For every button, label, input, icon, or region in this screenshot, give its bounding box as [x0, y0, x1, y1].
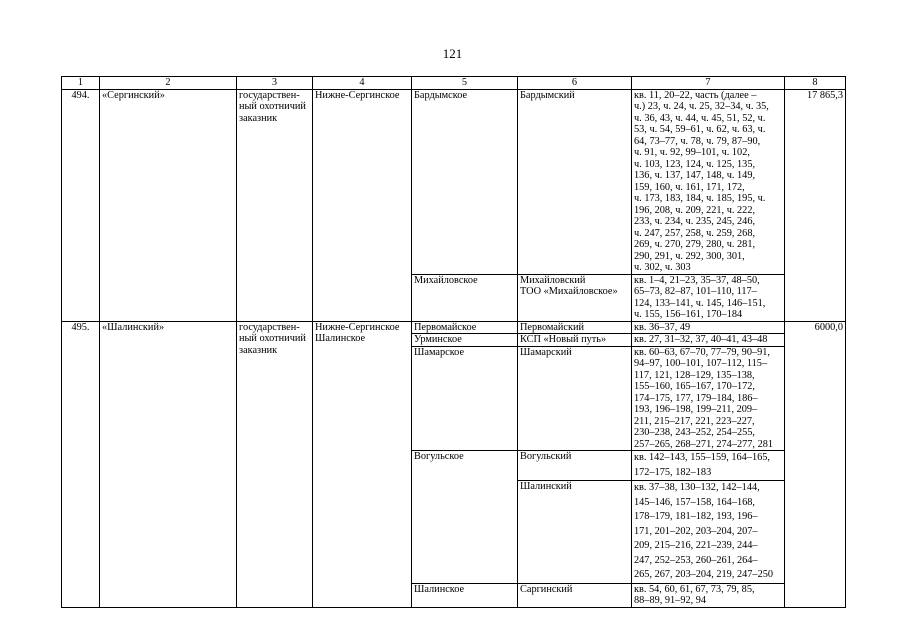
quarters-list: кв. 36–37, 49 [632, 321, 785, 334]
quarters-list: кв. 37–38, 130–132, 142–144, 145–146, 157–158, 164–168, 178–179, 181–182, 193, 196– 171, 201–202, 203–204, 207– 209, 215–216, 221–239, 244– 247, 252–253, 260–261, 264– 265, 267, 203–204, 219, 247–250 [632, 481, 785, 584]
reserve-type: государствен- ный охотничий заказник [237, 321, 313, 607]
forestry-name: Урминское [412, 334, 518, 347]
reserve-type: государствен- ный охотничий заказник [237, 89, 313, 321]
subforestry-name: Саргинский [518, 583, 632, 607]
column-number: 6 [518, 77, 632, 90]
reserve-area: 17 865,3 [785, 89, 846, 321]
district-name: Нижне-Сергинское [313, 89, 412, 321]
reserve-name: «Шалинский» [100, 321, 237, 607]
subforestry-name: Михайловский ТОО «Михайловское» [518, 274, 632, 321]
quarters-list: кв. 11, 20–22, часть (далее – ч.) 23, ч. 24, ч. 25, 32–34, ч. 35, ч. 36, 43, ч. 44, ч. 45, 51, 52, ч. 53, ч. 54, 59–61, ч. 62, ч. 63, ч. 64, 73–77, ч. 78, ч. 79, 87–90, ч. 91, ч. 92, 99–101, ч. 102, ч. 103, 123, 124, ч. 125, 135, 136, ч. 137, 147, 148, ч. 149, 159, 160, ч. 161, 171, 172, ч. 173, 183, 184, ч. 185, 195, ч. 196, 208, ч. 209, 221, ч. 222, 233, ч. 234, ч. 235, 245, 246, ч. 247, 257, 258, ч. 259, 268, 269, ч. 270, 279, 280, ч. 281, 290, 291, ч. 292, 300, 301, ч. 302, ч. 303 [632, 89, 785, 274]
column-number: 8 [785, 77, 846, 90]
subforestry-name: Вогульский [518, 451, 632, 481]
hunting-reserves-table [61, 76, 846, 608]
forestry-name: Шалинское [412, 583, 518, 607]
subforestry-name: Шамарский [518, 346, 632, 451]
forestry-name: Первомайское [412, 321, 518, 334]
column-number: 1 [62, 77, 100, 90]
subforestry-name: Бардымский [518, 89, 632, 274]
forestry-name: Бардымское [412, 89, 518, 274]
subforestry-name: Первомайский [518, 321, 632, 334]
page-number: 121 [442, 46, 463, 61]
forestry-name: Шамарское [412, 346, 518, 451]
quarters-list: кв. 27, 31–32, 37, 40–41, 43–48 [632, 334, 785, 347]
reserve-area: 6000,0 [785, 321, 846, 607]
column-number: 4 [313, 77, 412, 90]
quarters-list: кв. 60–63, 67–70, 77–79, 90–91, 94–97, 100–101, 107–112, 115– 117, 121, 128–129, 135–138, 155–160, 165–167, 170–172, 174–175, 177, 179–184, 186– 193, 196–198, 199–211, 209– 211, 215–217, 221, 223–227, 230–238, 243–252, 254–255, 257–265, 268–271, 274–277, 281 [632, 346, 785, 451]
forestry-name: Вогульское [412, 451, 518, 584]
column-number-row [62, 77, 846, 90]
district-name: Нижне-Сергинское Шалинское [313, 321, 412, 607]
column-number: 3 [237, 77, 313, 90]
quarters-list: кв. 1–4, 21–23, 35–37, 48–50, 65–73, 82–87, 101–110, 117– 124, 133–141, ч. 145, 146–151, ч. 155, 156–161, 170–184 [632, 274, 785, 321]
table-row [62, 321, 846, 334]
subforestry-name: КСП «Новый путь» [518, 334, 632, 347]
reserve-name: «Сергинский» [100, 89, 237, 321]
column-number: 7 [632, 77, 785, 90]
entry-number: 495. [62, 321, 100, 607]
quarters-list: кв. 54, 60, 61, 67, 73, 79, 85, 88–89, 91–92, 94 [632, 583, 785, 607]
subforestry-name: Шалинский [518, 481, 632, 584]
column-number: 5 [412, 77, 518, 90]
quarters-list: кв. 142–143, 155–159, 164–165, 172–175, 182–183 [632, 451, 785, 481]
forestry-name: Михайловское [412, 274, 518, 321]
table-row [62, 89, 846, 274]
entry-number: 494. [62, 89, 100, 321]
column-number: 2 [100, 77, 237, 90]
